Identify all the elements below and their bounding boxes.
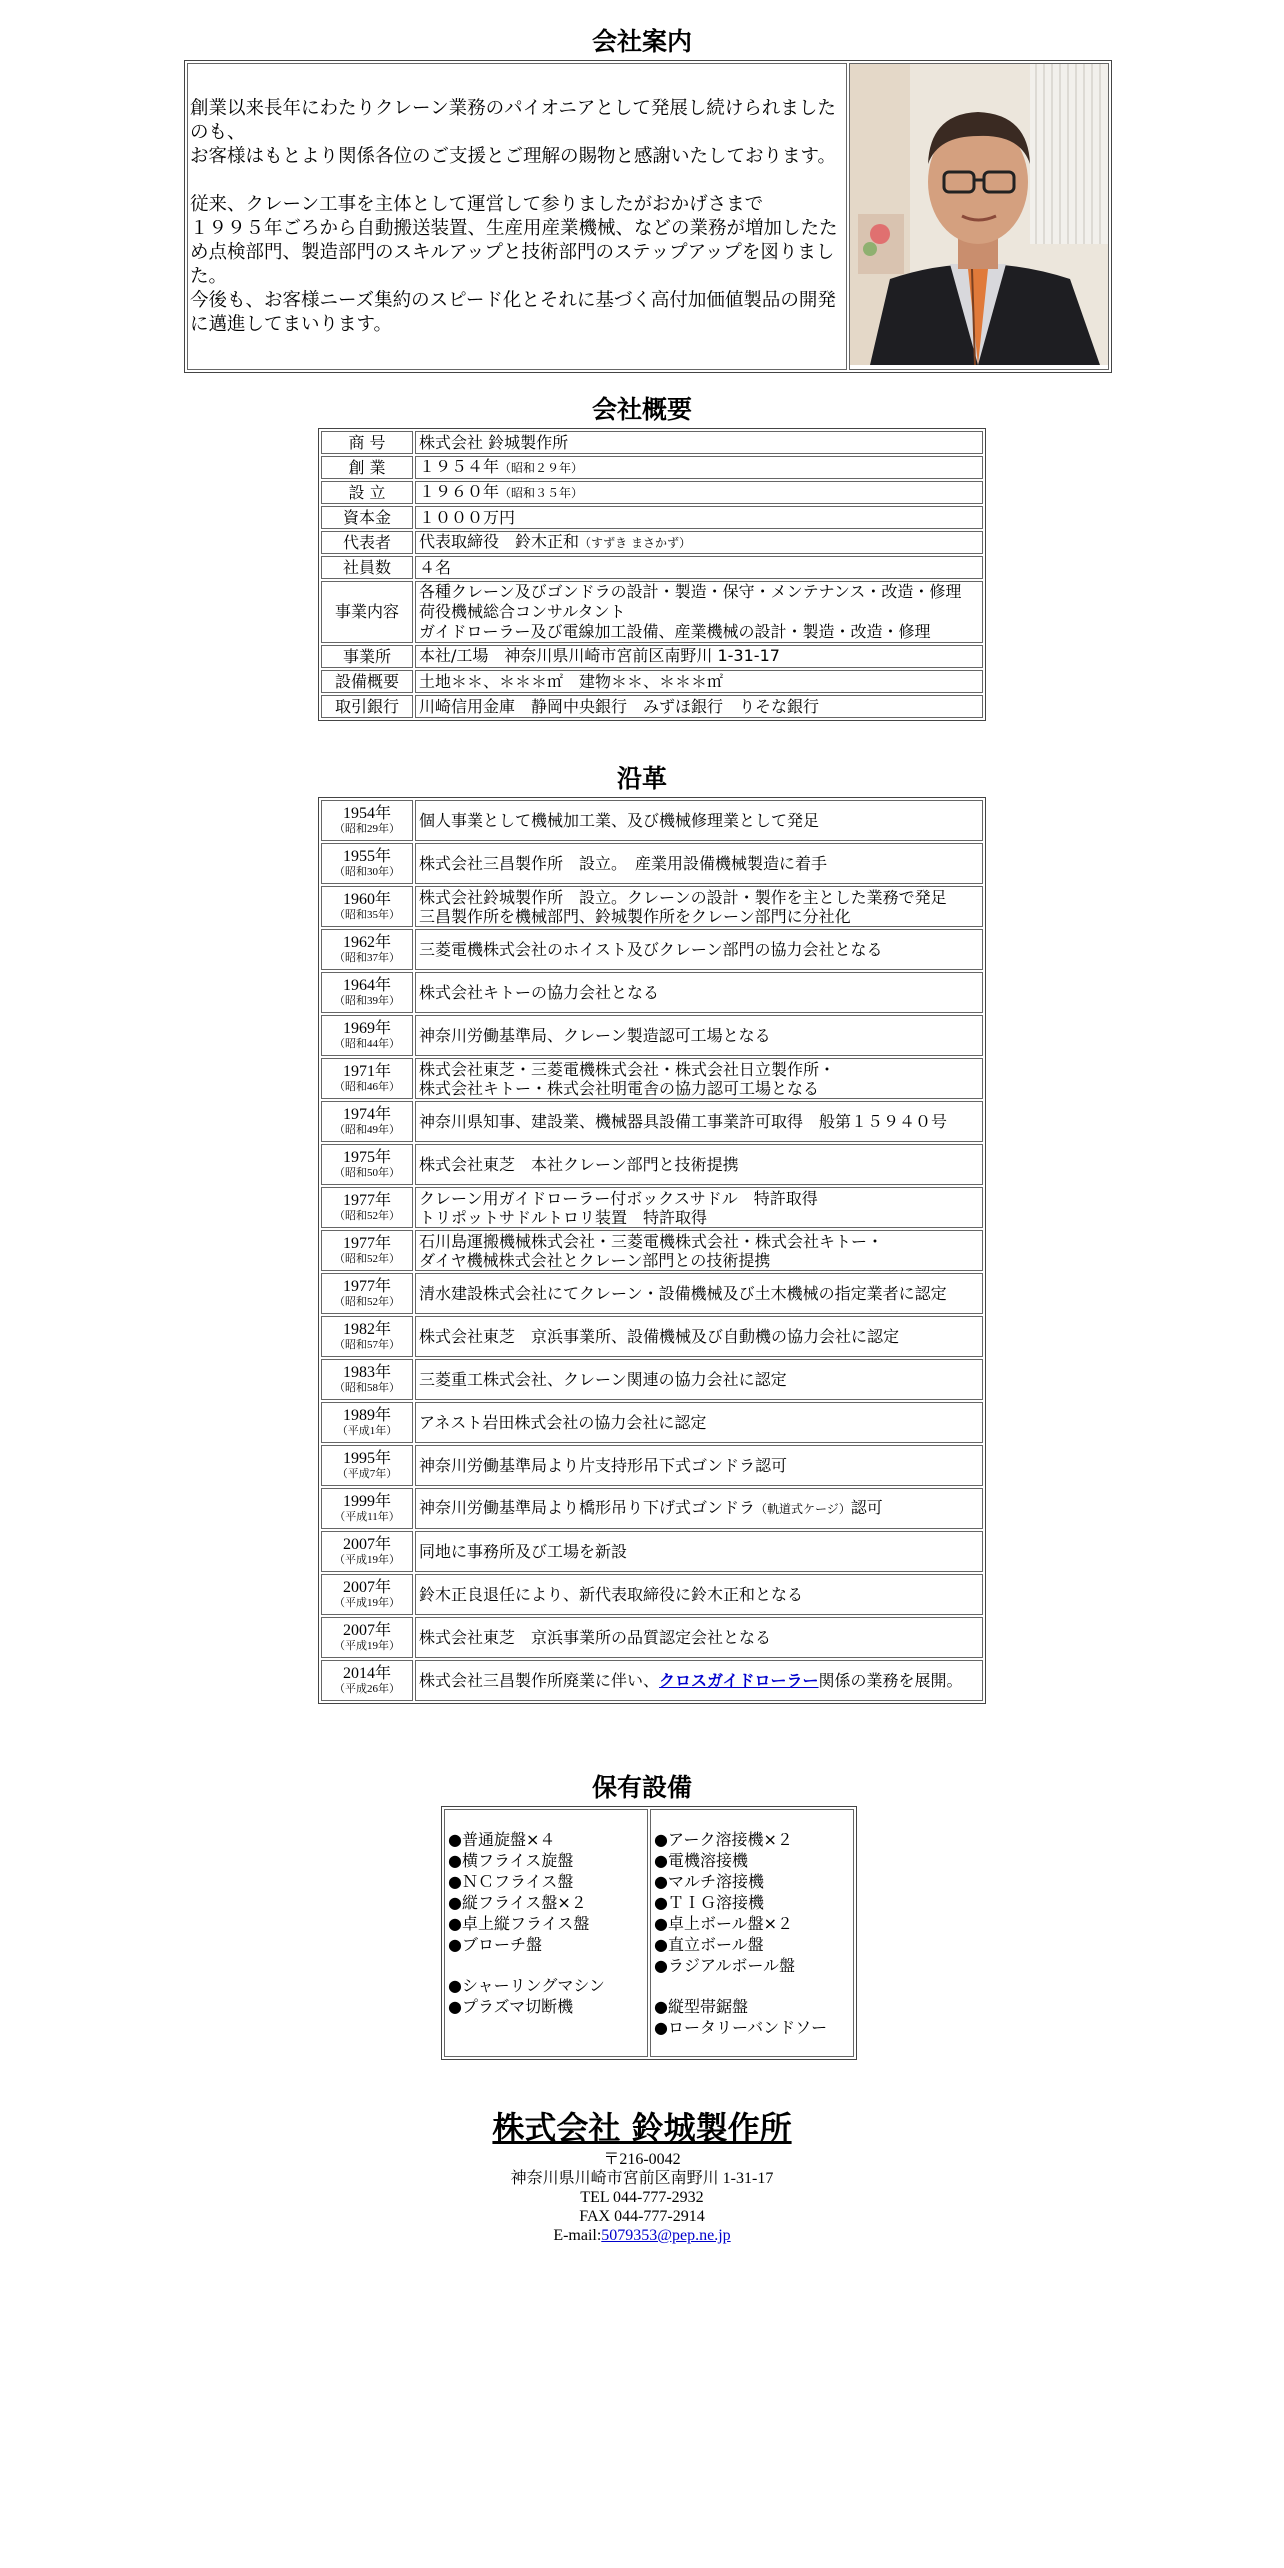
row-key: 事業内容: [321, 581, 413, 643]
footer-email-line: E-mail:5079353@pep.ne.jp: [553, 2227, 731, 2244]
history-year: 2007年 （平成19年）: [321, 1617, 413, 1658]
row-value: １９６０年（昭和３５年）: [415, 481, 983, 504]
table-row: [321, 581, 983, 643]
gaiyo-title: 会社概要: [591, 395, 692, 424]
row-value: 株式会社 鈴城製作所: [415, 431, 983, 454]
history-text: 神奈川労働基準局より橋形吊り下げ式ゴンドラ（軌道式ケージ）認可: [415, 1488, 983, 1529]
history-text: 石川島運搬機械株式会社・三菱電機株式会社・株式会社キトー・ ダイヤ機械株式会社とクレーン部門との技術提携: [415, 1230, 983, 1271]
history-year: 2014年 （平成26年）: [321, 1660, 413, 1701]
table-row: [321, 695, 983, 718]
table-row: [321, 929, 983, 970]
intro-para2-line3: 今後も、お客様ニーズ集約のスピード化とそれに基づく高付加価値製品の開発に邁進してまいります。: [190, 289, 836, 335]
intro-title: 会社案内: [591, 27, 692, 56]
history-text: 株式会社東芝 京浜事業所、設備機械及び自動機の協力会社に認定: [415, 1316, 983, 1357]
table-row: [321, 645, 983, 668]
footer-address: 神奈川県川崎市宮前区南野川 1-31-17: [510, 2170, 774, 2187]
history-year: 1977年 （昭和52年）: [321, 1230, 413, 1271]
history-year: 1974年 （昭和49年）: [321, 1101, 413, 1142]
list-item: ●ロータリーバンドソー: [654, 2017, 828, 2037]
list-item: ●卓上縦フライス盤: [448, 1914, 590, 1933]
intro-para1-line1: 創業以来長年にわたりクレーン業務のパイオニアとして発展し続けられましたのも、: [190, 97, 836, 143]
history-text: アネスト岩田株式会社の協力会社に認定: [415, 1402, 983, 1443]
list-item: ●ブローチ盤: [448, 1935, 542, 1954]
intro-para1-line2: お客様はもとより関係各位のご支援とご理解の賜物と感謝いたしております。: [190, 145, 837, 167]
table-row: [321, 1531, 983, 1572]
equipment-left: [444, 1809, 648, 2057]
list-item: ●普通旋盤×４: [448, 1830, 556, 1849]
history-text: 鈴木正良退任により、新代表取締役に鈴木正和となる: [415, 1574, 983, 1615]
history-year: 1971年 （昭和46年）: [321, 1058, 413, 1099]
table-row: [321, 1445, 983, 1486]
table-row: [321, 531, 983, 554]
table-row: [321, 1574, 983, 1615]
history-year: 1964年 （昭和39年）: [321, 972, 413, 1013]
setsubi-title: 保有設備: [591, 1773, 692, 1802]
history-year: 1983年 （昭和58年）: [321, 1359, 413, 1400]
row-key: 商 号: [321, 431, 413, 454]
table-row: [321, 670, 983, 693]
intro-para2-line1: 従来、クレーン工事を主体として運営して参りましたがおかげさまで: [190, 193, 764, 215]
footer-company-name: 株式会社 鈴城製作所: [492, 2109, 792, 2147]
list-item: ●マルチ溶接機: [654, 1871, 764, 1891]
table-row: [321, 1230, 983, 1271]
history-year: 1999年 （平成11年）: [321, 1488, 413, 1529]
history-year: 1989年 （平成1年）: [321, 1402, 413, 1443]
equipment-right: [650, 1809, 854, 2057]
row-value: 本社/工場 神奈川県川崎市宮前区南野川 1-31-17: [415, 645, 983, 668]
intro-para2-line2: １９９５年ごろから自動搬送装置、生産用産業機械、などの業務が増加したため点検部門、製造部門のスキルアップと技術部門のステップアップを図りました。: [190, 217, 838, 287]
email-link[interactable]: 5079353@pep.ne.jp: [601, 2227, 731, 2244]
table-row: [321, 1273, 983, 1314]
footer: [0, 2106, 1284, 2245]
history-text: 株式会社東芝 京浜事業所の品質認定会社となる: [415, 1617, 983, 1658]
history-year: 1962年 （昭和37年）: [321, 929, 413, 970]
list-item: ●ラジアルボール盤: [654, 1955, 796, 1975]
list-item: ●縦フライス盤×２: [448, 1893, 587, 1912]
row-key: 取引銀行: [321, 695, 413, 718]
row-value: 各種クレーン及びゴンドラの設計・製造・保守・メンテナンス・改造・修理 荷役機械総合コンサルタント ガイドローラー及び電線加工設備、産業機械の設計・製造・改造・修理: [415, 581, 983, 643]
history-text: 株式会社鈴城製作所 設立。クレーンの設計・製作を主とした業務で発足 三昌製作所を機械部門、鈴城製作所をクレーン部門に分社化: [415, 886, 983, 927]
history-year: 1955年 （昭和30年）: [321, 843, 413, 884]
table-row: [321, 800, 983, 841]
list-item: ●プラズマ切断機: [448, 1997, 574, 2016]
president-photo: [850, 64, 1108, 365]
history-year: 1977年 （昭和52年）: [321, 1273, 413, 1314]
row-value: 土地＊＊、＊＊＊㎡ 建物＊＊、＊＊＊㎡: [415, 670, 983, 693]
intro-table: [184, 60, 1112, 373]
history-text: 個人事業として機械加工業、及び機械修理業として発足: [415, 800, 983, 841]
company-profile-table: [318, 428, 986, 721]
history-text: 同地に事務所及び工場を新設: [415, 1531, 983, 1572]
row-value: ４名: [415, 556, 983, 579]
list-item: ●ＮＣフライス盤: [448, 1872, 574, 1891]
table-row: [321, 1015, 983, 1056]
table-row: [321, 843, 983, 884]
table-row: [321, 1660, 983, 1701]
row-value: 代表取締役 鈴木正和（すずき まさかず）: [415, 531, 983, 554]
history-year: 2007年 （平成19年）: [321, 1574, 413, 1615]
history-text: 三菱電機株式会社のホイスト及びクレーン部門の協力会社となる: [415, 929, 983, 970]
history-text: 株式会社キトーの協力会社となる: [415, 972, 983, 1013]
equipment-table: [441, 1806, 857, 2060]
history-text: 神奈川労働基準局より片支持形吊下式ゴンドラ認可: [415, 1445, 983, 1486]
list-item: ●横フライス旋盤: [448, 1851, 574, 1870]
history-text: 株式会社三昌製作所 設立。 産業用設備機械製造に着手: [415, 843, 983, 884]
table-row: [321, 972, 983, 1013]
list-item: ●卓上ボール盤×２: [654, 1913, 794, 1933]
table-row: [321, 481, 983, 504]
table-row: [321, 1316, 983, 1357]
table-row: [321, 886, 983, 927]
table-row: [321, 456, 983, 479]
footer-fax: FAX 044-777-2914: [579, 2208, 705, 2225]
row-key: 設備概要: [321, 670, 413, 693]
history-year: 1969年 （昭和44年）: [321, 1015, 413, 1056]
table-row: [321, 1058, 983, 1099]
history-text: 株式会社三昌製作所廃業に伴い、クロスガイドローラー関係の業務を展開。: [415, 1660, 983, 1701]
row-value: １０００万円: [415, 506, 983, 529]
history-text: 三菱重工株式会社、クレーン関連の協力会社に認定: [415, 1359, 983, 1400]
history-year: 1995年 （平成7年）: [321, 1445, 413, 1486]
table-row: [321, 506, 983, 529]
table-row: [321, 1359, 983, 1400]
list-item: ●直立ボール盤: [654, 1934, 764, 1954]
list-item: ●縦型帯鋸盤: [654, 1996, 748, 2016]
history-text: 神奈川県知事、建設業、機械器具設備工事業許可取得 般第１５９４０号: [415, 1101, 983, 1142]
history-year: 1982年 （昭和57年）: [321, 1316, 413, 1357]
table-row: [321, 1617, 983, 1658]
row-value: １９５４年（昭和２９年）: [415, 456, 983, 479]
history-text: 清水建設株式会社にてクレーン・設備機械及び土木機械の指定業者に認定: [415, 1273, 983, 1314]
list-item: ●シャーリングマシン: [448, 1976, 605, 1995]
table-row: [321, 1144, 983, 1185]
history-text: クレーン用ガイドローラー付ボックスサドル 特許取得 トリポットサドルトロリ装置 特許取得: [415, 1187, 983, 1228]
president-photo-cell: [849, 63, 1109, 370]
row-value: 川崎信用金庫 静岡中央銀行 みずほ銀行 りそな銀行: [415, 695, 983, 718]
table-row: [321, 556, 983, 579]
table-row: [321, 1402, 983, 1443]
row-key: 社員数: [321, 556, 413, 579]
intro-text: [187, 63, 847, 370]
history-year: 1975年 （昭和50年）: [321, 1144, 413, 1185]
list-item: ●アーク溶接機×２: [654, 1829, 793, 1849]
table-row: [321, 1488, 983, 1529]
list-item: ●ＴＩＧ溶接機: [654, 1892, 764, 1912]
table-row: [321, 1187, 983, 1228]
row-key: 創 業: [321, 456, 413, 479]
history-year: 1954年 （昭和29年）: [321, 800, 413, 841]
history-year: 1977年 （昭和52年）: [321, 1187, 413, 1228]
history-year: 1960年 （昭和35年）: [321, 886, 413, 927]
table-row: [321, 1101, 983, 1142]
history-text: 株式会社東芝 本社クレーン部門と技術提携: [415, 1144, 983, 1185]
enkaku-title: 沿革: [616, 764, 667, 793]
footer-zip: 〒216-0042: [603, 2151, 681, 2168]
history-year: 2007年 （平成19年）: [321, 1531, 413, 1572]
footer-tel: TEL 044-777-2932: [580, 2189, 704, 2206]
history-text: 神奈川労働基準局、クレーン製造認可工場となる: [415, 1015, 983, 1056]
row-key: 代表者: [321, 531, 413, 554]
row-key: 資本金: [321, 506, 413, 529]
table-row: [321, 431, 983, 454]
row-key: 事業所: [321, 645, 413, 668]
row-key: 設 立: [321, 481, 413, 504]
history-table: [318, 797, 986, 1704]
history-text: 株式会社東芝・三菱電機株式会社・株式会社日立製作所・ 株式会社キトー・株式会社明電舎の協力認可工場となる: [415, 1058, 983, 1099]
cross-guide-roller-link[interactable]: クロスガイドローラー: [659, 1671, 819, 1690]
list-item: ●電機溶接機: [654, 1850, 748, 1870]
